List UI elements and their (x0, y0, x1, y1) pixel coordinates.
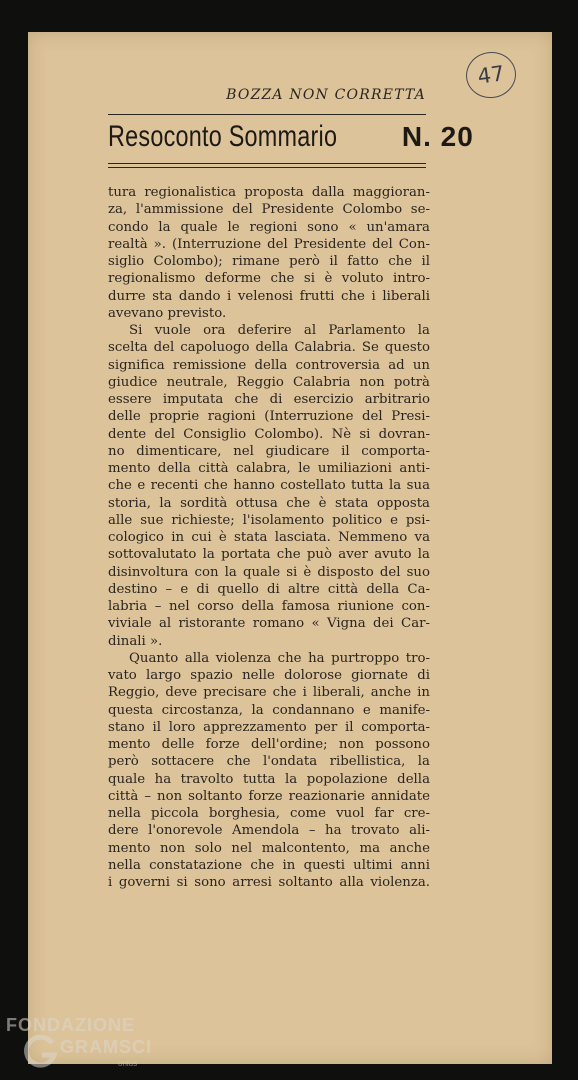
header-rule-top (108, 114, 426, 115)
watermark-line2: GRAMSCI (60, 1037, 152, 1057)
body-line: città – non soltanto forze reazionarie annidate (108, 788, 430, 804)
body-line: regionalismo deforme che si è voluto intro- (108, 271, 430, 287)
body-line: viviale al ristorante romano « Vigna dei Car- (108, 616, 430, 632)
body-line: no dimenticare, nel giudicare il comporta- (108, 443, 430, 459)
body-line: siglio Colombo); rimane però il fatto che il (108, 254, 430, 269)
body-line: stano il loro apprezzamento per il comporta- (108, 719, 430, 735)
watermark-sub: onlus (118, 1059, 138, 1068)
body-line: che e recenti che hanno costellato tutta la sua (108, 478, 430, 494)
title-text: Resoconto Sommario (108, 120, 338, 153)
body-line: mento non solo nel malcontento, ma anche (108, 840, 430, 856)
body-line: Si vuole ora deferire al Parlamento la (129, 323, 430, 338)
fondazione-gramsci-watermark (0, 1015, 150, 1075)
body-line: avevano previsto. (108, 305, 227, 321)
gramsci-logo-icon (22, 1033, 58, 1069)
draft-notice: BOZZA NON CORRETTA (226, 87, 426, 103)
body-line: cologico in cui è stata lasciata. Nemmeno va (108, 530, 430, 545)
body-line: sottovalutato la portata che può aver avuto la (108, 547, 430, 563)
body-line: quale ha travolto tutta la popolazione della (108, 771, 430, 787)
body-line: dere l'onorevole Amendola – ha trovato ali- (108, 823, 430, 839)
body-line: Quanto alla violenza che ha purtroppo tro- (129, 650, 430, 666)
body-line: vato largo spazio nelle dolorose giornate di (108, 668, 430, 683)
body-line: i governi si sono arresi soltanto alla violenza. (108, 875, 430, 890)
body-line: nella piccola borghesia, come vuol far cre- (108, 806, 430, 821)
body-line: nella constatazione che in questi ultimi anni (108, 857, 430, 873)
body-line: condo la quale le regioni sono « un'amara (108, 219, 430, 235)
body-line: tura regionalistica proposta dalla maggioran- (108, 185, 430, 200)
body-line: realtà ». (Interruzione del Presidente del Con- (108, 236, 430, 252)
page-number-stamp-text: 47 (476, 61, 506, 89)
header-rule-bottom-double (108, 167, 426, 168)
body-line: disinvoltura con la quale si è disposto del suo (108, 564, 430, 580)
body-line: significa remissione della controversia ad un (108, 357, 430, 373)
body-line: dinali ». (108, 633, 163, 649)
body-line: durre sta dando i velenosi frutti che i liberali (108, 288, 430, 304)
body-line: Reggio, deve precisare che i liberali, anche in (108, 685, 430, 701)
body-line: delle proprie ragioni (Interruzione del Presi- (108, 409, 430, 425)
issue-number: N. 20 (401, 121, 474, 152)
body-line: mento delle forze dell'ordine; non possono (108, 737, 430, 752)
body-line: questa circostanza, la condannano e manife- (108, 702, 430, 718)
body-line: essere imputata che di esercizio arbitrario (108, 392, 430, 407)
body-line: labria – nel corso della famosa riunione con- (108, 599, 430, 614)
body-text (108, 184, 430, 891)
body-line: giudice neutrale, Reggio Calabria non potrà (108, 374, 430, 390)
page-number-stamp (463, 49, 519, 102)
body-line: dente del Consiglio Colombo). Nè si dovran- (108, 426, 430, 442)
document-page (28, 32, 552, 1064)
document-title (108, 120, 474, 160)
body-line: però sottacere che l'ondata ribellistica, la (108, 754, 430, 770)
body-line: za, l'ammissione del Presidente Colombo se- (108, 202, 430, 218)
body-line: alle sue richieste; l'isolamento politico e psi- (108, 512, 430, 528)
body-line: mento della città calabra, le umiliazioni anti- (108, 461, 430, 476)
watermark-line1: FONDAZIONE (6, 1015, 135, 1035)
body-line: scelta del capoluogo della Calabria. Se questo (108, 340, 430, 356)
header-rule-bottom (108, 163, 426, 164)
body-line: storia, la sordità ottusa che è stata opposta (108, 495, 430, 511)
body-line: destino – e di quello di altre città della Ca- (108, 581, 430, 597)
